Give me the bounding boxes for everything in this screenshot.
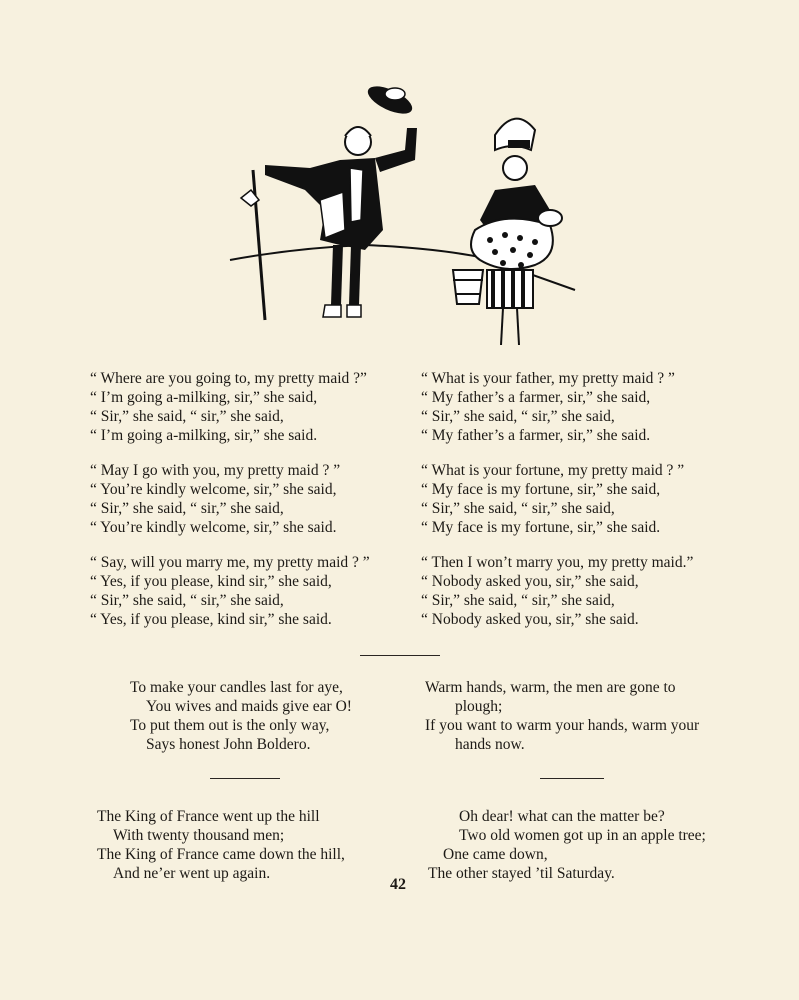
dialogue-stanza-left-2 <box>90 461 340 537</box>
verse-line: “ Sir,” she said, “ sir,” she said, <box>421 500 615 517</box>
verse-line: “ Yes, if you please, kind sir,” she said, <box>90 573 332 590</box>
verse-line: Says honest John Boldero. <box>146 736 311 753</box>
verse-line: “ Sir,” she said, “ sir,” she said, <box>421 592 615 609</box>
verse-line: “ Where are you going to, my pretty maid ?” <box>90 370 367 387</box>
rhyme-candles <box>130 678 352 754</box>
verse-line: hands now. <box>455 736 525 753</box>
verse-line: “ Nobody asked you, sir,” she said. <box>421 611 639 628</box>
verse-line: “ My father’s a farmer, sir,” she said. <box>421 427 651 444</box>
dialogue-stanza-left-1 <box>90 369 367 445</box>
verse-line: “ Then I won’t marry you, my pretty maid.” <box>421 554 694 571</box>
verse-line: plough; <box>455 698 503 715</box>
verse-line: Oh dear! what can the matter be? <box>459 808 665 825</box>
verse-line: The King of France came down the hill, <box>97 846 345 863</box>
verse-line: “ You’re kindly welcome, sir,” she said. <box>90 519 337 536</box>
verse-line: “ What is your fortune, my pretty maid ? ” <box>421 462 685 479</box>
verse-line: Warm hands, warm, the men are gone to <box>425 679 676 696</box>
milkmaid-figure <box>453 119 562 345</box>
verse-line: “ I’m going a-milking, sir,” she said. <box>90 427 318 444</box>
section-divider <box>540 778 604 779</box>
verse-line: “ What is your father, my pretty maid ? ” <box>421 370 675 387</box>
verse-line: “ My father’s a farmer, sir,” she said, <box>421 389 651 406</box>
verse-line: And ne’er went up again. <box>113 865 271 882</box>
verse-line: “ May I go with you, my pretty maid ? ” <box>90 462 341 479</box>
verse-line: With twenty thousand men; <box>113 827 285 844</box>
page-number: 42 <box>390 876 406 893</box>
gentleman-and-milkmaid-illustration <box>225 80 585 360</box>
verse-line: To put them out is the only way, <box>130 717 330 734</box>
section-divider <box>210 778 280 779</box>
rhyme-warm-hands <box>425 678 699 754</box>
verse-line: “ My face is my fortune, sir,” she said, <box>421 481 661 498</box>
verse-line: Two old women got up in an apple tree; <box>459 827 706 844</box>
verse-line: The King of France went up the hill <box>97 808 320 825</box>
dialogue-stanza-right-1 <box>421 369 675 445</box>
dialogue-stanza-left-3 <box>90 553 370 629</box>
rhyme-king-of-france <box>97 807 345 883</box>
verse-line: “ Sir,” she said, “ sir,” she said, <box>90 500 284 517</box>
section-divider <box>360 655 440 656</box>
verse-line: “ I’m going a-milking, sir,” she said, <box>90 389 318 406</box>
verse-line: The other stayed ’til Saturday. <box>428 865 615 882</box>
verse-line: “ My face is my fortune, sir,” she said. <box>421 519 661 536</box>
verse-line: “ Nobody asked you, sir,” she said, <box>421 573 639 590</box>
dialogue-stanza-right-2 <box>421 461 684 537</box>
verse-line: To make your candles last for aye, <box>130 679 343 696</box>
verse-line: “ Sir,” she said, “ sir,” she said, <box>421 408 615 425</box>
verse-line: “ Sir,” she said, “ sir,” she said, <box>90 592 284 609</box>
rhyme-oh-dear <box>428 807 706 883</box>
verse-line: “ You’re kindly welcome, sir,” she said, <box>90 481 337 498</box>
verse-line: One came down, <box>443 846 548 863</box>
verse-line: You wives and maids give ear O! <box>146 698 352 715</box>
verse-line: “ Yes, if you please, kind sir,” she said. <box>90 611 332 628</box>
gentleman-figure <box>241 81 417 320</box>
dialogue-stanza-right-3 <box>421 553 693 629</box>
verse-line: “ Say, will you marry me, my pretty maid ? ” <box>90 554 370 571</box>
verse-line: “ Sir,” she said, “ sir,” she said, <box>90 408 284 425</box>
verse-line: If you want to warm your hands, warm your <box>425 717 700 734</box>
